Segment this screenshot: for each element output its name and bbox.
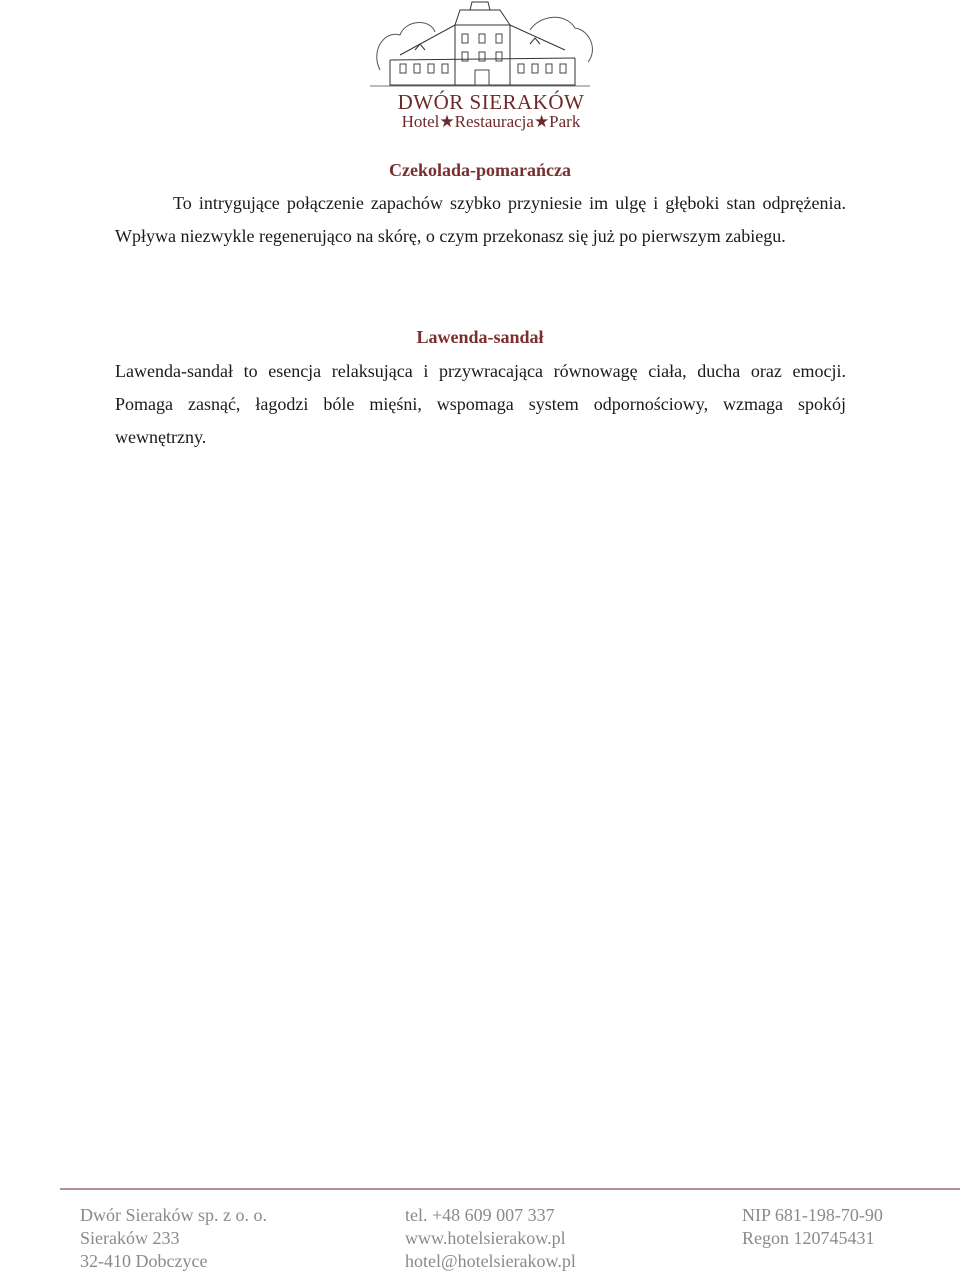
section-title-lavender-sandalwood: Lawenda-sandał [416,327,544,347]
company-name: Dwór Sieraków sp. z o. o. [80,1205,267,1225]
section-title-chocolate-orange: Czekolada-pomarańcza [389,160,571,180]
section-text-chocolate-orange [115,187,846,253]
registry-nip: NIP 681-198-70-90 [742,1205,883,1225]
contact-email[interactable]: hotel@hotelsierakow.pl [405,1251,576,1271]
footer-contact [405,1204,576,1273]
company-address: Sieraków 233 [80,1228,180,1248]
brand-tagline: Hotel★Restauracja★Park [401,112,581,131]
registry-regon: Regon 120745431 [742,1228,875,1248]
footer-registry [742,1204,883,1250]
footer-divider [60,1188,960,1190]
company-postal: 32-410 Dobczyce [80,1251,208,1271]
brand-name: DWÓR SIERAKÓW [397,90,585,114]
contact-website[interactable]: www.hotelsierakow.pl [405,1228,566,1248]
section-paragraph: To intrygujące połączenie zapachów szybko przyniesie im ulgę i głęboki stan odprężenia. Wpływa niezwykle regenerująco na skórę, o czym przekonasz się już po pierwszym zabiegu. [115,193,846,246]
footer-company [80,1204,267,1273]
contact-phone: tel. +48 609 007 337 [405,1205,555,1225]
manor-house-illustration [360,0,600,95]
section-text-lavender-sandalwood: Lawenda-sandał to esencja relaksująca i przywracająca równowagę ciała, ducha oraz emocji. Pomaga zasnąć, łagodzi bóle mięśni, wspomaga system odpornościowy, wzmaga spokój wewnętrzny. [115,361,846,447]
